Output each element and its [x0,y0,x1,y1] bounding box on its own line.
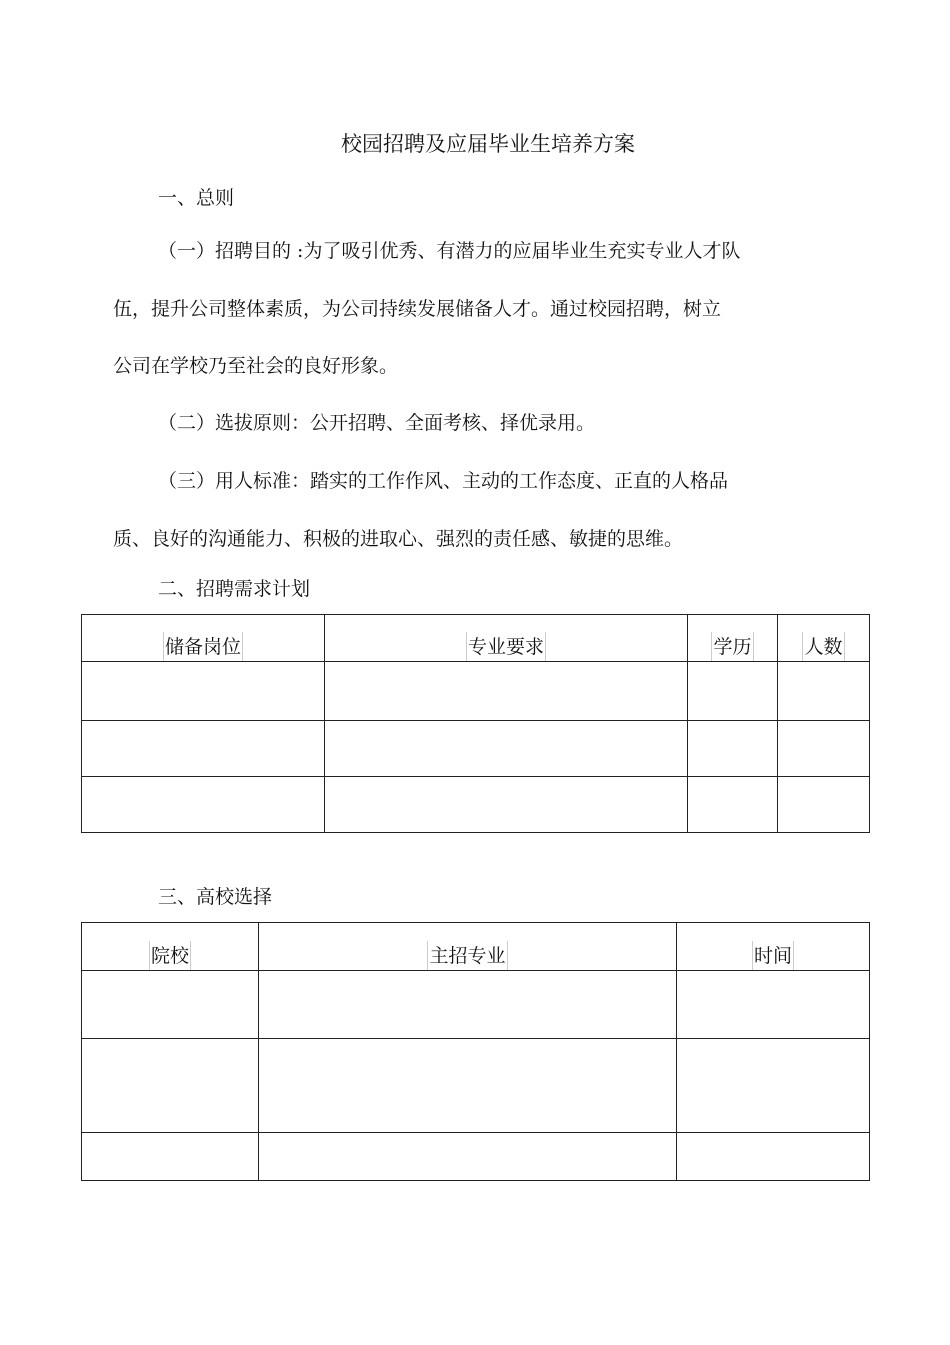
table-row [82,721,870,777]
header-label-headcount: 人数 [802,632,844,661]
recruitment-demand-table [81,614,870,833]
header-cell [82,923,259,971]
paragraph-purpose-line-3: 公司在学校乃至社会的良好形象。 [113,355,399,377]
table-cell [259,1039,677,1133]
table-header-row [82,615,870,662]
paragraph-standard-line-1: （三）用人标准：踏实的工作作风、主动的工作态度、正直的人格品 [158,470,729,492]
table-cell [688,721,778,777]
table-cell [82,1039,259,1133]
header-label-time: 时间 [752,941,794,970]
table-header-row [82,923,870,971]
table-row [82,662,870,721]
paragraph-standard-line-2: 质、良好的沟通能力、积极的进取心、强烈的责任感、敏捷的思维。 [113,528,684,550]
table-row [82,1133,870,1181]
table-cell [778,777,870,833]
table-cell [259,971,677,1039]
table-cell [778,662,870,721]
table-cell [82,1133,259,1181]
header-cell [325,615,688,662]
table-cell [688,777,778,833]
document-title: 校园招聘及应届毕业生培养方案 [341,132,635,156]
table-row [82,1039,870,1133]
paragraph-principle: （二）选拔原则：公开招聘、全面考核、择优录用。 [158,412,596,434]
header-label-education: 学历 [711,632,753,661]
paragraph-purpose-line-2: 伍，提升公司整体素质，为公司持续发展储备人才。通过校园招聘，树立 [113,298,722,320]
table-cell [325,662,688,721]
table-cell [325,721,688,777]
header-cell [688,615,778,662]
table-cell [688,662,778,721]
table-cell [82,971,259,1039]
table-cell [677,1039,870,1133]
table-cell [325,777,688,833]
table-row [82,777,870,833]
header-cell [778,615,870,662]
table-cell [82,721,325,777]
section-heading-demand-plan: 二、招聘需求计划 [158,578,311,600]
paragraph-purpose-line-1: （一）招聘目的 :为了吸引优秀、有潜力的应届毕业生充实专业人才队 [158,240,741,262]
header-cell [82,615,325,662]
table-cell [677,971,870,1039]
header-cell [677,923,870,971]
table-cell [82,777,325,833]
header-label-main-major: 主招专业 [427,941,507,970]
table-cell [259,1133,677,1181]
university-selection-table [81,922,870,1181]
table-cell [677,1133,870,1181]
table-row [82,971,870,1039]
header-label-position: 储备岗位 [163,632,243,661]
section-heading-university-selection: 三、高校选择 [158,886,273,908]
table-cell [778,721,870,777]
header-label-major: 专业要求 [466,632,546,661]
header-label-university: 院校 [149,941,191,970]
table-cell [82,662,325,721]
header-cell [259,923,677,971]
section-heading-general: 一、总则 [158,187,235,209]
